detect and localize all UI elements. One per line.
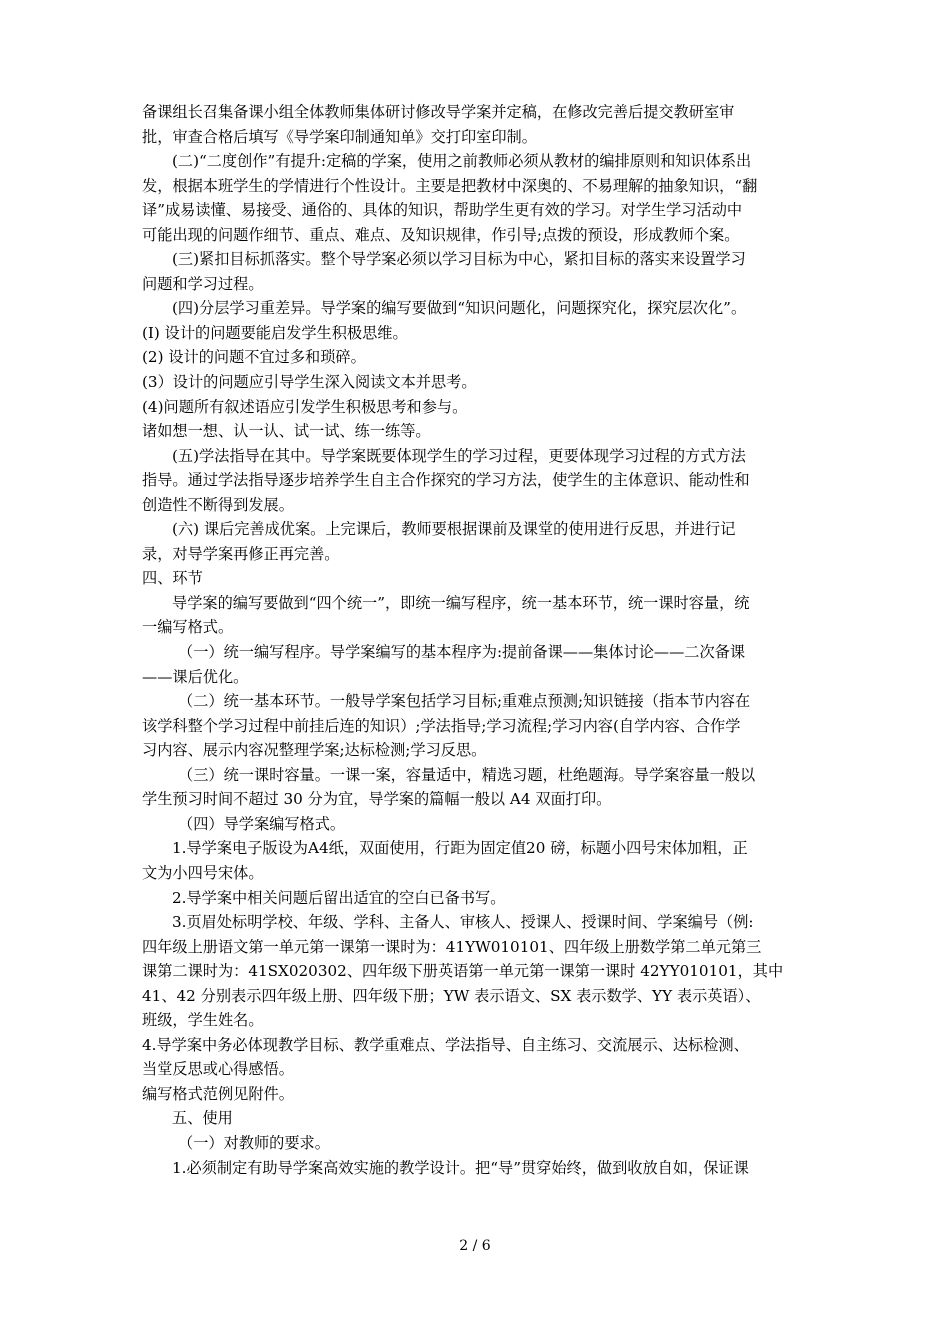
text-line: 发，根据本班学生的学情进行个性设计。主要是把教材中深奥的、不易理解的抽象知识，“翻 xyxy=(142,176,758,195)
text-line: (三)紧扣目标抓落实。整个导学案必须以学习目标为中心，紧扣目标的落实来设置学习 xyxy=(172,250,746,269)
text-line: 学生预习时间不超过 30 分为宜，导学案的篇幅一般以 A4 双面打印。 xyxy=(142,790,612,809)
text-line: 四年级上册语文第一单元第一课第一课时为：41YW010101、四年级上册数学第二单元第三 xyxy=(142,937,762,956)
text-line: 译”成易读懂、易接受、通俗的、具体的知识，帮助学生更有效的学习。对学生学习活动中 xyxy=(142,201,743,220)
text-line: 录，对导学案再修正再完善。 xyxy=(142,544,340,563)
text-line: 1.导学案电子版设为A4纸，双面使用，行距为固定值20 磅，标题小四号宋体加粗，正 xyxy=(172,839,748,858)
text-line: 一编写格式。 xyxy=(142,618,234,637)
text-line: 1.必须制定有助导学案高效实施的教学设计。把“导”贯穿始终，做到收放自如，保证课 xyxy=(172,1158,749,1177)
text-line: ——课后优化。 xyxy=(142,667,249,686)
text-line: （二）统一基本环节。一般导学案包括学习目标;重难点预测;知识链接（指本节内容在 xyxy=(178,692,751,711)
text-line: （三）统一课时容量。一课一案，容量适中，精选习题，杜绝题海。导学案容量一般以 xyxy=(178,765,756,784)
section-heading: 五、使用 xyxy=(172,1109,233,1128)
text-line: 创造性不断得到发展。 xyxy=(142,495,294,514)
section-heading: 四、环节 xyxy=(142,569,203,588)
text-line: 2.导学案中相关问题后留出适宜的空白已备书写。 xyxy=(172,888,506,907)
text-line: 批，审查合格后填写《导学案印制通知单》交打印室印制。 xyxy=(142,127,537,146)
text-line: (I) 设计的问题要能启发学生积极思维。 xyxy=(142,323,408,342)
text-line: 备课组长召集备课小组全体教师集体研讨修改导学案并定稿，在修改完善后提交教研室审 xyxy=(142,103,735,121)
page-number: 2 / 6 xyxy=(459,1238,491,1254)
text-line: 可能出现的问题作细节、重点、难点、及知识规律，作引导;点拨的预设，形成教师个案。 xyxy=(142,225,740,244)
document-body xyxy=(142,100,810,1180)
text-line: 文为小四号宋体。 xyxy=(142,863,264,882)
text-line: 班级，学生姓名。 xyxy=(142,1011,264,1030)
text-line: 该学科整个学习过程中前挂后连的知识）;学法指导;学习流程;学习内容(自学内容、合作学 xyxy=(142,716,741,735)
text-line: (五)学法指导在其中。导学案既要体现学生的学习过程，更要体现学习过程的方式方法 xyxy=(172,446,746,465)
text-line: 问题和学习过程。 xyxy=(142,274,264,293)
text-line: 诸如想一想、认一认、试一试、练一练等。 xyxy=(142,422,431,441)
text-line: 当堂反思或心得感悟。 xyxy=(142,1060,294,1079)
text-line: 指导。通过学法指导逐步培养学生自主合作探究的学习方法，使学生的主体意识、能动性和 xyxy=(142,471,750,490)
text-line: （一）对教师的要求。 xyxy=(178,1133,330,1152)
text-line: 4.导学案中务必体现教学目标、教学重难点、学法指导、自主练习、交流展示、达标检测、 xyxy=(142,1035,749,1054)
text-line: 课第二课时为：41SX020302、四年级下册英语第一单元第一课第一课时 42YY010101，其中 xyxy=(142,962,784,981)
text-line: (4)问题所有叙述语应引发学生积极思考和参与。 xyxy=(142,397,468,416)
text-line: 41、42 分别表示四年级上册、四年级下册；YW 表示语文、SX 表示数学、YY 表示英语）、 xyxy=(142,986,761,1005)
text-line: （四）导学案编写格式。 xyxy=(178,814,346,833)
text-line: 3.页眉处标明学校、年级、学科、主备人、审核人、授课人、授课时间、学案编号（例: xyxy=(172,913,754,932)
text-line: (四)分层学习重差异。导学案的编写要做到“知识问题化，问题探究化，探究层次化”。 xyxy=(172,299,747,318)
text-line: （一）统一编写程序。导学案编写的基本程序为:提前备课——集体讨论——二次备课 xyxy=(178,643,746,662)
text-line: 习内容、展示内容况整理学案;达标检测;学习反思。 xyxy=(142,741,487,760)
text-line: (2) 设计的问题不宜过多和琐碎。 xyxy=(142,348,366,367)
text-line: (六) 课后完善成优案。上完课后，教师要根据课前及课堂的使用进行反思，并进行记 xyxy=(172,520,736,539)
text-line: 导学案的编写要做到“四个统一”，即统一编写程序，统一基本环节，统一课时容量，统 xyxy=(172,593,750,612)
text-line: (3）设计的问题应引导学生深入阅读文本并思考。 xyxy=(142,373,477,392)
text-line: (二)“二度创作”有提升:定稿的学案，使用之前教师必须从教材的编排原则和知识体系出 xyxy=(172,152,752,171)
text-line: 编写格式范例见附件。 xyxy=(142,1084,294,1103)
